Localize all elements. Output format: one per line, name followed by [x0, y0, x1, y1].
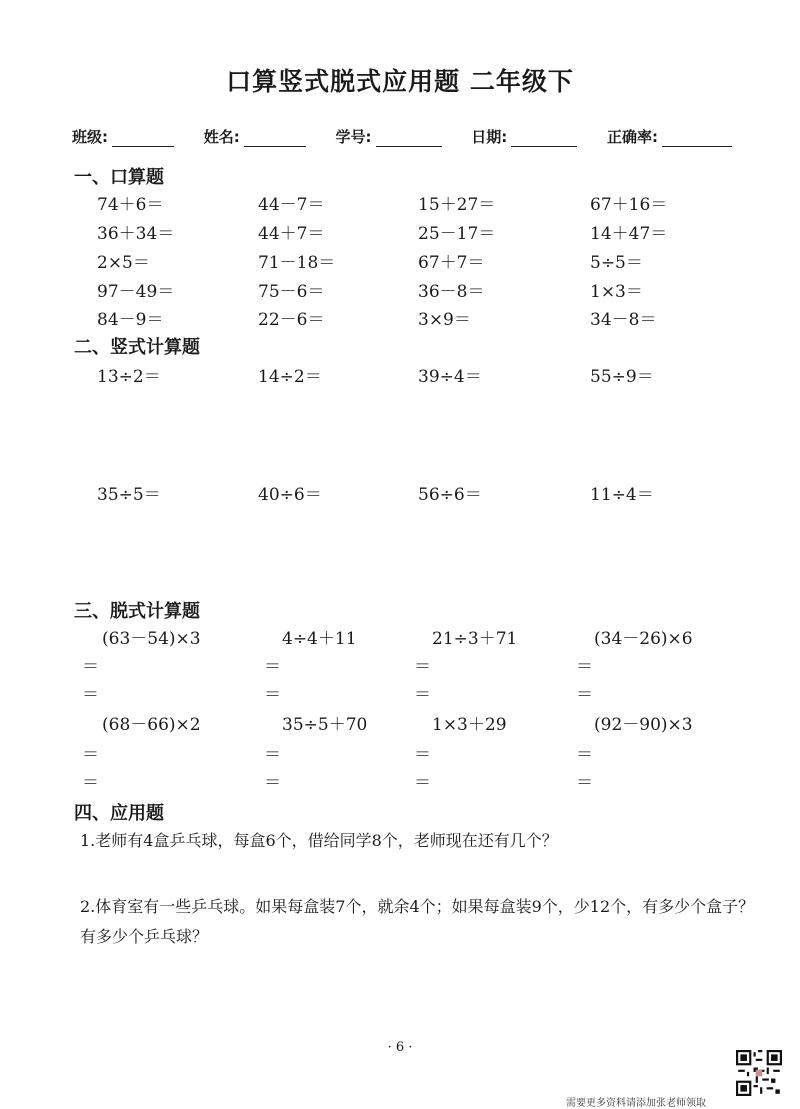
name-blank[interactable] [244, 130, 306, 147]
oral-question: 22－6＝ [258, 310, 325, 330]
equals-line: ＝ [82, 745, 99, 765]
section1-heading: 一、口算题 [74, 167, 164, 188]
equals-line: ＝ [576, 773, 593, 793]
class-blank[interactable] [112, 130, 174, 147]
word-problem-2: 2.体育室有一些乒乓球。如果每盒装7个，就余4个；如果每盒装9个，少12个，有多少个盒子？有多少个乒乓球？ [80, 897, 755, 946]
page-title: 口算竖式脱式应用题 二年级下 [226, 67, 574, 96]
oral-question: 84－9＝ [97, 310, 164, 330]
student-info-row [72, 126, 732, 147]
name-label: 姓名: [203, 128, 240, 146]
oral-question: 1×3＝ [590, 282, 643, 302]
word-problem-1: 1.老师有4盒乒乓球，每盒6个，借给同学8个，老师现在还有几个？ [80, 831, 558, 850]
footer-note: 需要更多资料请添加张老师领取 [566, 1098, 706, 1109]
equals-line: ＝ [576, 685, 593, 705]
step-question: 35÷5＋70 [282, 715, 368, 735]
date-field [471, 126, 577, 147]
vertical-question: 13÷2＝ [97, 367, 161, 387]
class-field [72, 126, 174, 147]
oral-question: 74＋6＝ [97, 195, 164, 215]
step-question: 4÷4＋11 [282, 629, 357, 649]
equals-line: ＝ [264, 745, 281, 765]
oral-question: 44＋7＝ [258, 224, 325, 244]
name-field [204, 126, 306, 147]
vertical-question: 11÷4＝ [590, 485, 654, 505]
equals-line: ＝ [414, 773, 431, 793]
oral-question: 14＋47＝ [590, 224, 668, 244]
oral-question: 67＋7＝ [418, 253, 485, 273]
equals-line: ＝ [82, 657, 99, 677]
oral-question: 36－8＝ [418, 282, 485, 302]
oral-question: 71－18＝ [258, 253, 336, 273]
id-field [336, 126, 442, 147]
equals-line: ＝ [264, 657, 281, 677]
step-question: (92－90)×3 [594, 715, 693, 735]
accuracy-field [607, 126, 732, 147]
accuracy-label: 正确率: [607, 128, 658, 146]
vertical-question: 56÷6＝ [418, 485, 482, 505]
equals-line: ＝ [82, 685, 99, 705]
oral-question: 44－7＝ [258, 195, 325, 215]
oral-question: 97－49＝ [97, 282, 175, 302]
step-question: (63－54)×3 [102, 629, 201, 649]
step-question: (68－66)×2 [102, 715, 201, 735]
vertical-question: 55÷9＝ [590, 367, 654, 387]
oral-question: 25－17＝ [418, 224, 496, 244]
date-blank[interactable] [511, 130, 577, 147]
equals-line: ＝ [82, 773, 99, 793]
section2-heading: 二、竖式计算题 [74, 337, 200, 358]
vertical-question: 14÷2＝ [258, 367, 322, 387]
step-question: 1×3＋29 [432, 715, 507, 735]
equals-line: ＝ [576, 657, 593, 677]
equals-line: ＝ [264, 685, 281, 705]
id-blank[interactable] [376, 130, 442, 147]
equals-line: ＝ [264, 773, 281, 793]
oral-question: 3×9＝ [418, 310, 471, 330]
qr-code-icon [736, 1050, 782, 1096]
oral-question: 5÷5＝ [590, 253, 643, 273]
oral-question: 67＋16＝ [590, 195, 668, 215]
equals-line: ＝ [576, 745, 593, 765]
vertical-question: 35÷5＝ [97, 485, 161, 505]
oral-question: 15＋27＝ [418, 195, 496, 215]
id-label: 学号: [335, 128, 372, 146]
equals-line: ＝ [414, 657, 431, 677]
oral-question: 36＋34＝ [97, 224, 175, 244]
step-question: (34－26)×6 [594, 629, 693, 649]
class-label: 班级: [72, 128, 108, 146]
oral-question: 75－6＝ [258, 282, 325, 302]
vertical-question: 39÷4＝ [418, 367, 482, 387]
equals-line: ＝ [414, 685, 431, 705]
step-question: 21÷3＋71 [432, 629, 518, 649]
oral-question: 34－8＝ [590, 310, 657, 330]
section3-heading: 三、脱式计算题 [74, 601, 200, 622]
accuracy-blank[interactable] [662, 130, 732, 147]
vertical-question: 40÷6＝ [258, 485, 322, 505]
section4-heading: 四、应用题 [74, 803, 164, 824]
oral-question: 2×5＝ [97, 253, 150, 273]
date-label: 日期: [471, 128, 508, 146]
page-number: · 6 · [387, 1040, 413, 1055]
equals-line: ＝ [414, 745, 431, 765]
